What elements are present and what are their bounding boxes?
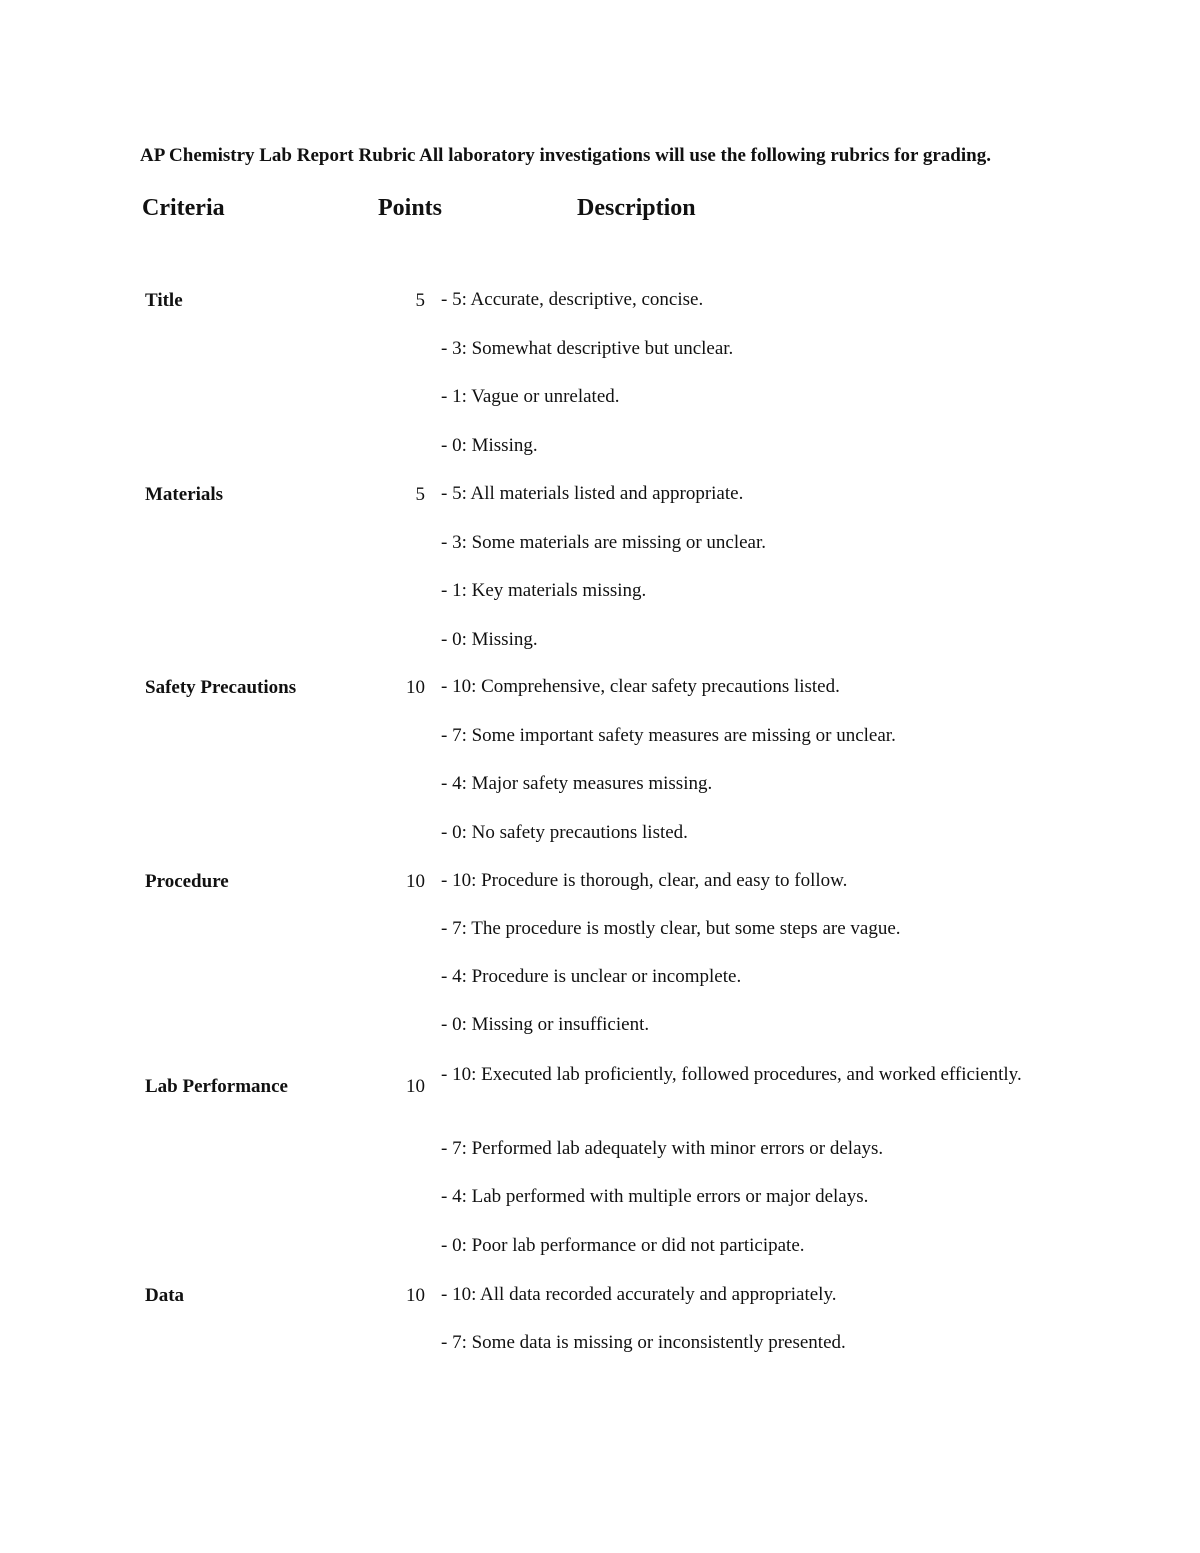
criterion-points: 5 [415,484,425,505]
criterion-description: - 0: Missing. [441,629,538,650]
criterion-description: - 7: Performed lab adequately with minor errors or delays. [441,1138,884,1159]
criterion-description: - 7: Some data is missing or inconsistently presented. [441,1332,846,1353]
criterion-description: - 10: Executed lab proficiently, followed procedures, and worked efficiently. [441,1064,1022,1085]
criterion-description: - 10: Procedure is thorough, clear, and easy to follow. [441,870,848,891]
criterion-description: - 1: Vague or unrelated. [441,386,620,407]
criterion-description: - 0: Missing. [441,435,538,456]
description-column-header: Description [577,195,696,221]
criterion-name: Lab Performance [145,1076,288,1097]
criterion-name: Procedure [145,871,229,892]
criterion-description: - 0: No safety precautions listed. [441,822,688,843]
criterion-description: - 0: Poor lab performance or did not participate. [441,1235,805,1256]
criterion-description: - 4: Lab performed with multiple errors or major delays. [441,1186,869,1207]
criterion-description: - 7: The procedure is mostly clear, but some steps are vague. [441,918,901,939]
criterion-description: - 4: Major safety measures missing. [441,773,713,794]
criterion-points: 10 [406,1076,425,1097]
criterion-description: - 3: Some materials are missing or unclear. [441,532,767,553]
criterion-points: 10 [406,677,425,698]
criterion-description: - 7: Some important safety measures are missing or unclear. [441,725,896,746]
criterion-description: - 5: Accurate, descriptive, concise. [441,289,704,310]
criterion-points: 10 [406,871,425,892]
criterion-name: Data [145,1285,185,1306]
criterion-description: - 10: All data recorded accurately and appropriately. [441,1284,837,1305]
criterion-description: - 1: Key materials missing. [441,580,647,601]
criterion-name: Safety Precautions [145,677,297,698]
criterion-description: - 4: Procedure is unclear or incomplete. [441,966,742,987]
criterion-description: - 10: Comprehensive, clear safety precautions listed. [441,676,840,697]
points-column-header: Points [378,195,443,221]
criterion-description: - 0: Missing or insufficient. [441,1014,650,1035]
criterion-description: - 5: All materials listed and appropriate. [441,483,744,504]
criterion-points: 10 [406,1285,425,1306]
criterion-points: 5 [415,290,425,311]
criteria-column-header: Criteria [142,195,225,221]
criterion-name: Title [145,290,183,311]
document-intro: AP Chemistry Lab Report Rubric All laboratory investigations will use the following rubrics for grading. [140,145,991,166]
criterion-description: - 3: Somewhat descriptive but unclear. [441,338,734,359]
criterion-name: Materials [145,484,224,505]
